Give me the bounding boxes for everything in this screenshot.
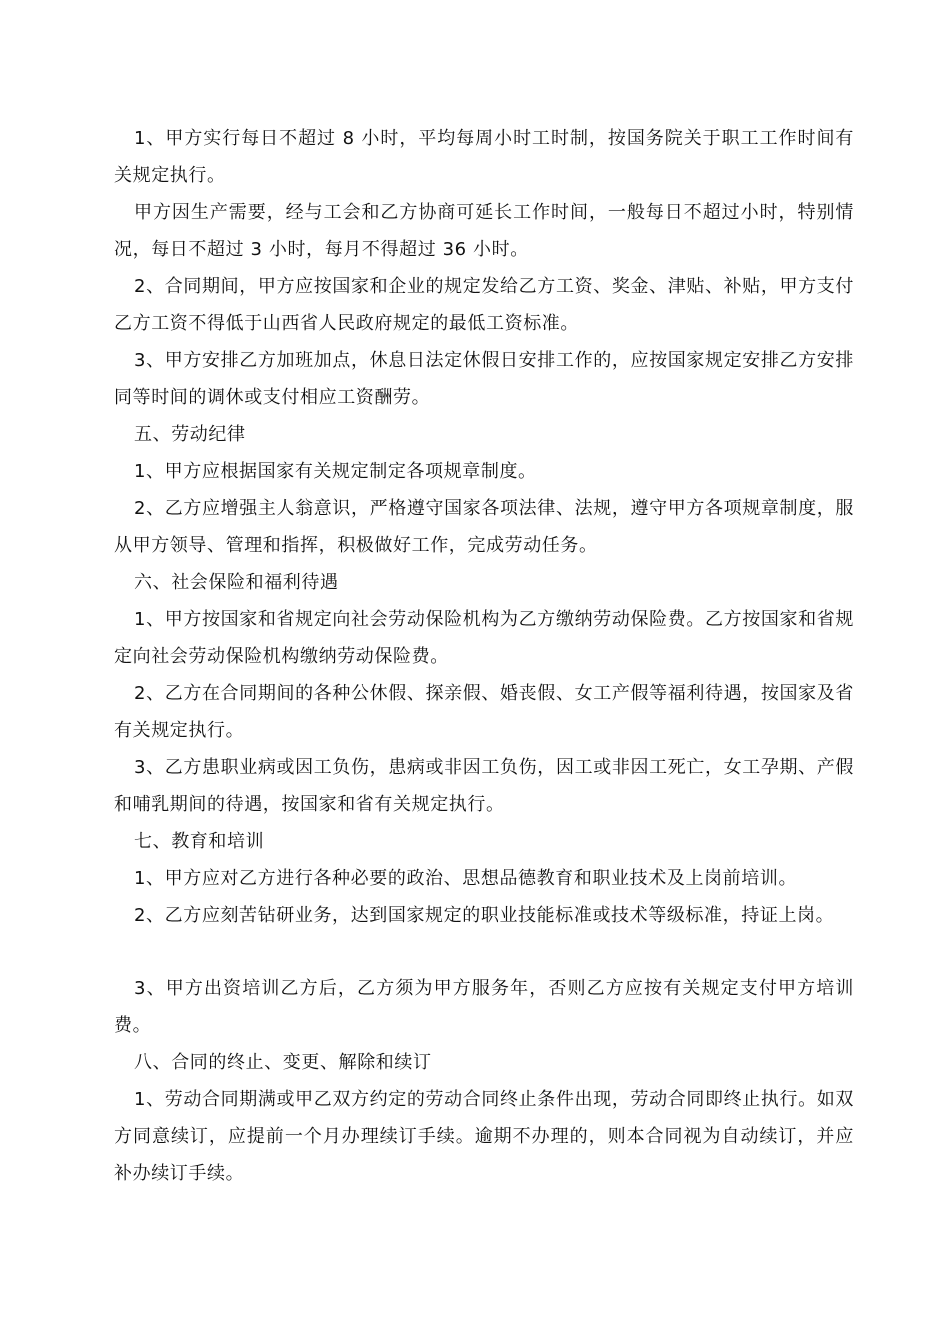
paragraph-injury-benefits: 3、乙方患职业病或因工负伤，患病或非因工负伤，因工或非因工死亡，女工孕期、产假和哺乳期间的待遇，按国家和省有关规定执行。 [114, 757, 854, 815]
document-body [114, 120, 854, 1192]
paragraph-contract-renewal: 1、劳动合同期满或甲乙双方约定的劳动合同终止条件出现，劳动合同即终止执行。如双方同意续订，应提前一个月办理续订手续。逾期不办理的，则本合同视为自动续订，并应补办续订手续。 [114, 1089, 854, 1184]
section-heading-education-training: 七、教育和培训 [134, 831, 265, 852]
paragraph-overtime-pay: 3、甲方安排乙方加班加点，休息日法定休假日安排工作的，应按国家规定安排乙方安排同等时间的调休或支付相应工资酬劳。 [114, 350, 854, 408]
paragraph-overtime-limit: 甲方因生产需要，经与工会和乙方协商可延长工作时间，一般每日不超过小时，特别情况，每日不超过 3 小时，每月不得超过 36 小时。 [114, 202, 854, 260]
paragraph-working-hours: 1、甲方实行每日不超过 8 小时，平均每周小时工时制，按国务院关于职工工作时间有关规定执行。 [114, 128, 854, 186]
paragraph-compliance: 2、乙方应增强主人翁意识，严格遵守国家各项法律、法规，遵守甲方各项规章制度，服从甲方领导、管理和指挥，积极做好工作，完成劳动任务。 [114, 498, 854, 556]
paragraph-wages: 2、合同期间，甲方应按国家和企业的规定发给乙方工资、奖金、津贴、补贴，甲方支付乙方工资不得低于山西省人民政府规定的最低工资标准。 [114, 276, 854, 334]
paragraph-leave-benefits: 2、乙方在合同期间的各种公休假、探亲假、婚丧假、女工产假等福利待遇，按国家及省有关规定执行。 [114, 683, 854, 741]
paragraph-training-service: 3、甲方出资培训乙方后，乙方须为甲方服务年，否则乙方应按有关规定支付甲方培训费。 [114, 978, 854, 1036]
paragraph-training-provision: 1、甲方应对乙方进行各种必要的政治、思想品德教育和职业技术及上岗前培训。 [134, 868, 798, 889]
section-heading-contract-termination: 八、合同的终止、变更、解除和续订 [134, 1052, 432, 1073]
section-heading-labor-discipline: 五、劳动纪律 [134, 424, 246, 445]
paragraph-insurance-fee: 1、甲方按国家和省规定向社会劳动保险机构为乙方缴纳劳动保险费。乙方按国家和省规定向社会劳动保险机构缴纳劳动保险费。 [114, 609, 854, 667]
paragraph-rules: 1、甲方应根据国家有关规定制定各项规章制度。 [134, 461, 537, 482]
paragraph-spacer [114, 934, 854, 970]
section-heading-social-insurance: 六、社会保险和福利待遇 [134, 572, 339, 593]
paragraph-skill-standards: 2、乙方应刻苦钻研业务，达到国家规定的职业技能标准或技术等级标准，持证上岗。 [134, 905, 835, 926]
